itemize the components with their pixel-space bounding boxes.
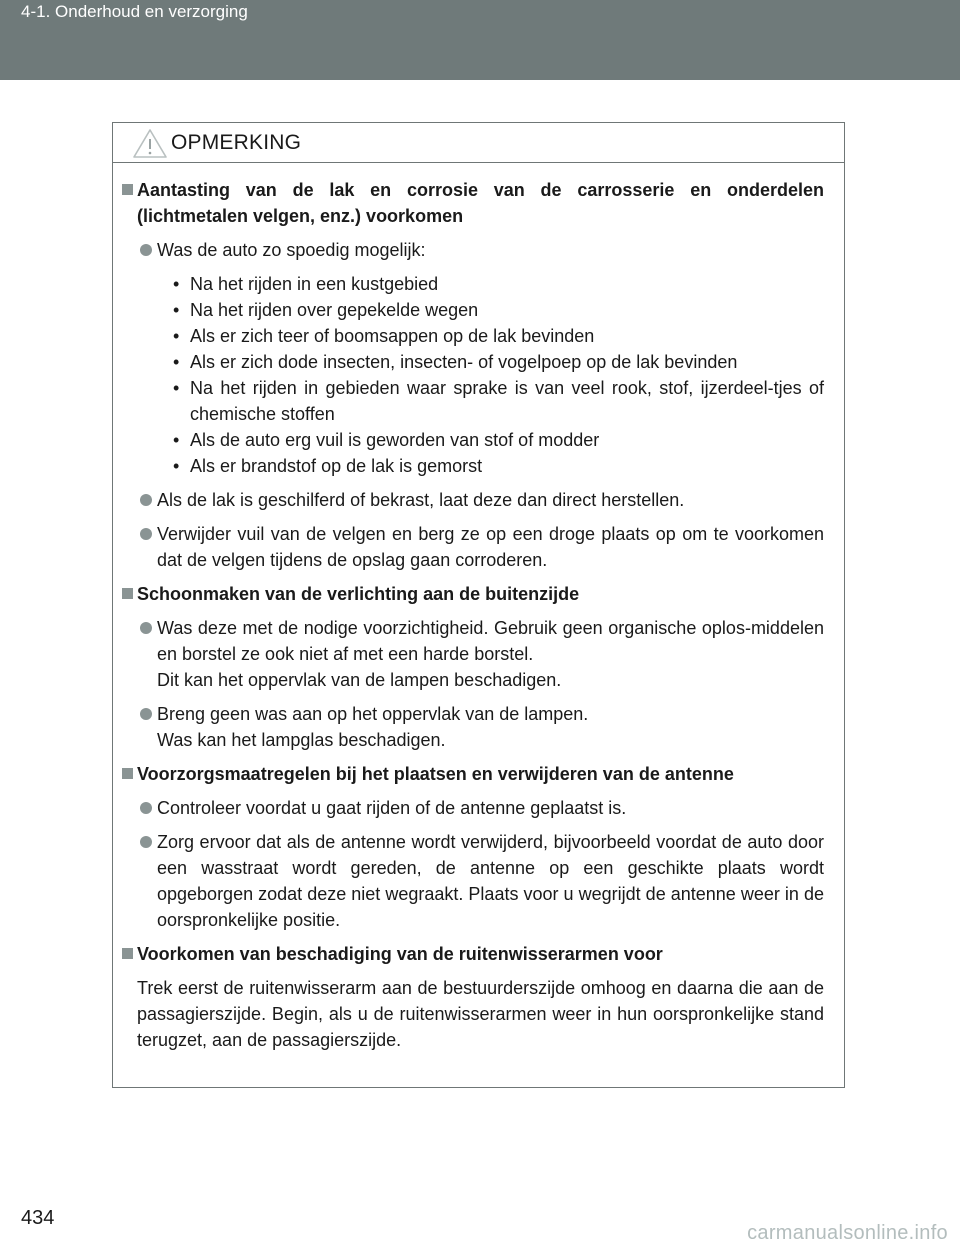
round-bullet-icon <box>140 622 152 634</box>
notice-body <box>113 163 844 1053</box>
round-bullet-icon <box>140 494 152 506</box>
section-paragraph: Trek eerst de ruitenwisserarm aan de bestuurderszijde omhoog en daarna die aan de passagierszijde. Begin, als u de ruitenwisserarmen weer in hun oorspronkelijke stand terugzet, aan de passagierszijde. <box>137 978 824 1050</box>
bullet-text: Was deze met de nodige voorzichtigheid. Gebruik geen organische oplos-middelen en borstel ze ook niet af met een harde borstel. <box>157 618 824 664</box>
section-heading: Aantasting van de lak en corrosie van de carrosserie en onderdelen (lichtmetalen velgen, enz.) voorkomen <box>137 180 824 226</box>
round-bullet-icon <box>140 244 152 256</box>
bullet-text: Als de lak is geschilferd of bekrast, laat deze dan direct herstellen. <box>157 490 685 510</box>
watermark: carmanualsonline.info <box>747 1222 948 1244</box>
sub-item: • Na het rijden in een kustgebied <box>173 274 439 294</box>
section-title: 4-1. Onderhoud en verzorging <box>21 2 248 21</box>
bullet-item <box>137 829 824 933</box>
sub-list <box>157 271 824 479</box>
bullet-text: Breng geen was aan op het oppervlak van de lampen. <box>157 704 589 724</box>
sub-item: • Na het rijden in gebieden waar sprake is van veel rook, stof, ijzerdeel-tjes of chemische stoffen <box>173 378 824 424</box>
bullet-note: Was kan het lampglas beschadigen. <box>157 730 446 750</box>
notice-header <box>113 123 844 163</box>
section-antenne <box>121 761 824 933</box>
bullet-item <box>137 615 824 693</box>
round-bullet-icon <box>140 802 152 814</box>
bullet-text: Zorg ervoor dat als de antenne wordt verwijderd, bijvoorbeeld voordat de auto door een wasstraat wordt gereden, de antenne op een geschikte plaats wordt opgeborgen zodat deze niet wegraakt. Plaats voor u wegrijdt de antenne weer in de oorspronkelijke positie. <box>157 832 824 930</box>
page-number: 434 <box>21 1207 55 1229</box>
bullet-text: Controleer voordat u gaat rijden of de antenne geplaatst is. <box>157 798 627 818</box>
bullet-item <box>137 701 824 753</box>
sub-item: • Als er brandstof op de lak is gemorst <box>173 456 483 476</box>
round-bullet-icon <box>140 708 152 720</box>
section-lak-corrosie <box>121 177 824 573</box>
section-verlichting <box>121 581 824 753</box>
sub-item: • Na het rijden over gepekelde wegen <box>173 300 479 320</box>
square-bullet-icon <box>122 588 133 599</box>
notice-box <box>112 122 845 1088</box>
bullet-item <box>137 487 824 513</box>
warning-triangle-icon <box>131 127 169 159</box>
round-bullet-icon <box>140 836 152 848</box>
section-heading: Schoonmaken van de verlichting aan de buitenzijde <box>137 584 580 604</box>
square-bullet-icon <box>122 184 133 195</box>
bullet-text: Verwijder vuil van de velgen en berg ze op een droge plaats op om te voorkomen dat de velgen tijdens de opslag gaan corroderen. <box>157 524 824 570</box>
bullet-note: Dit kan het oppervlak van de lampen beschadigen. <box>157 670 562 690</box>
square-bullet-icon <box>122 948 133 959</box>
bullet-item <box>137 795 824 821</box>
notice-title: OPMERKING <box>171 131 302 154</box>
section-ruitenwissers <box>121 941 824 1053</box>
section-heading: Voorkomen van beschadiging van de ruitenwisserarmen voor <box>137 944 663 964</box>
sub-item: • Als de auto erg vuil is geworden van stof of modder <box>173 430 600 450</box>
bullet-text: Was de auto zo spoedig mogelijk: <box>157 240 426 260</box>
bullet-item <box>137 237 824 479</box>
sub-item: • Als er zich dode insecten, insecten- of vogelpoep op de lak bevinden <box>173 352 738 372</box>
sub-item: • Als er zich teer of boomsappen op de lak bevinden <box>173 326 595 346</box>
round-bullet-icon <box>140 528 152 540</box>
page-header <box>0 0 960 80</box>
bullet-item <box>137 521 824 573</box>
section-heading: Voorzorgsmaatregelen bij het plaatsen en verwijderen van de antenne <box>137 764 734 784</box>
square-bullet-icon <box>122 768 133 779</box>
